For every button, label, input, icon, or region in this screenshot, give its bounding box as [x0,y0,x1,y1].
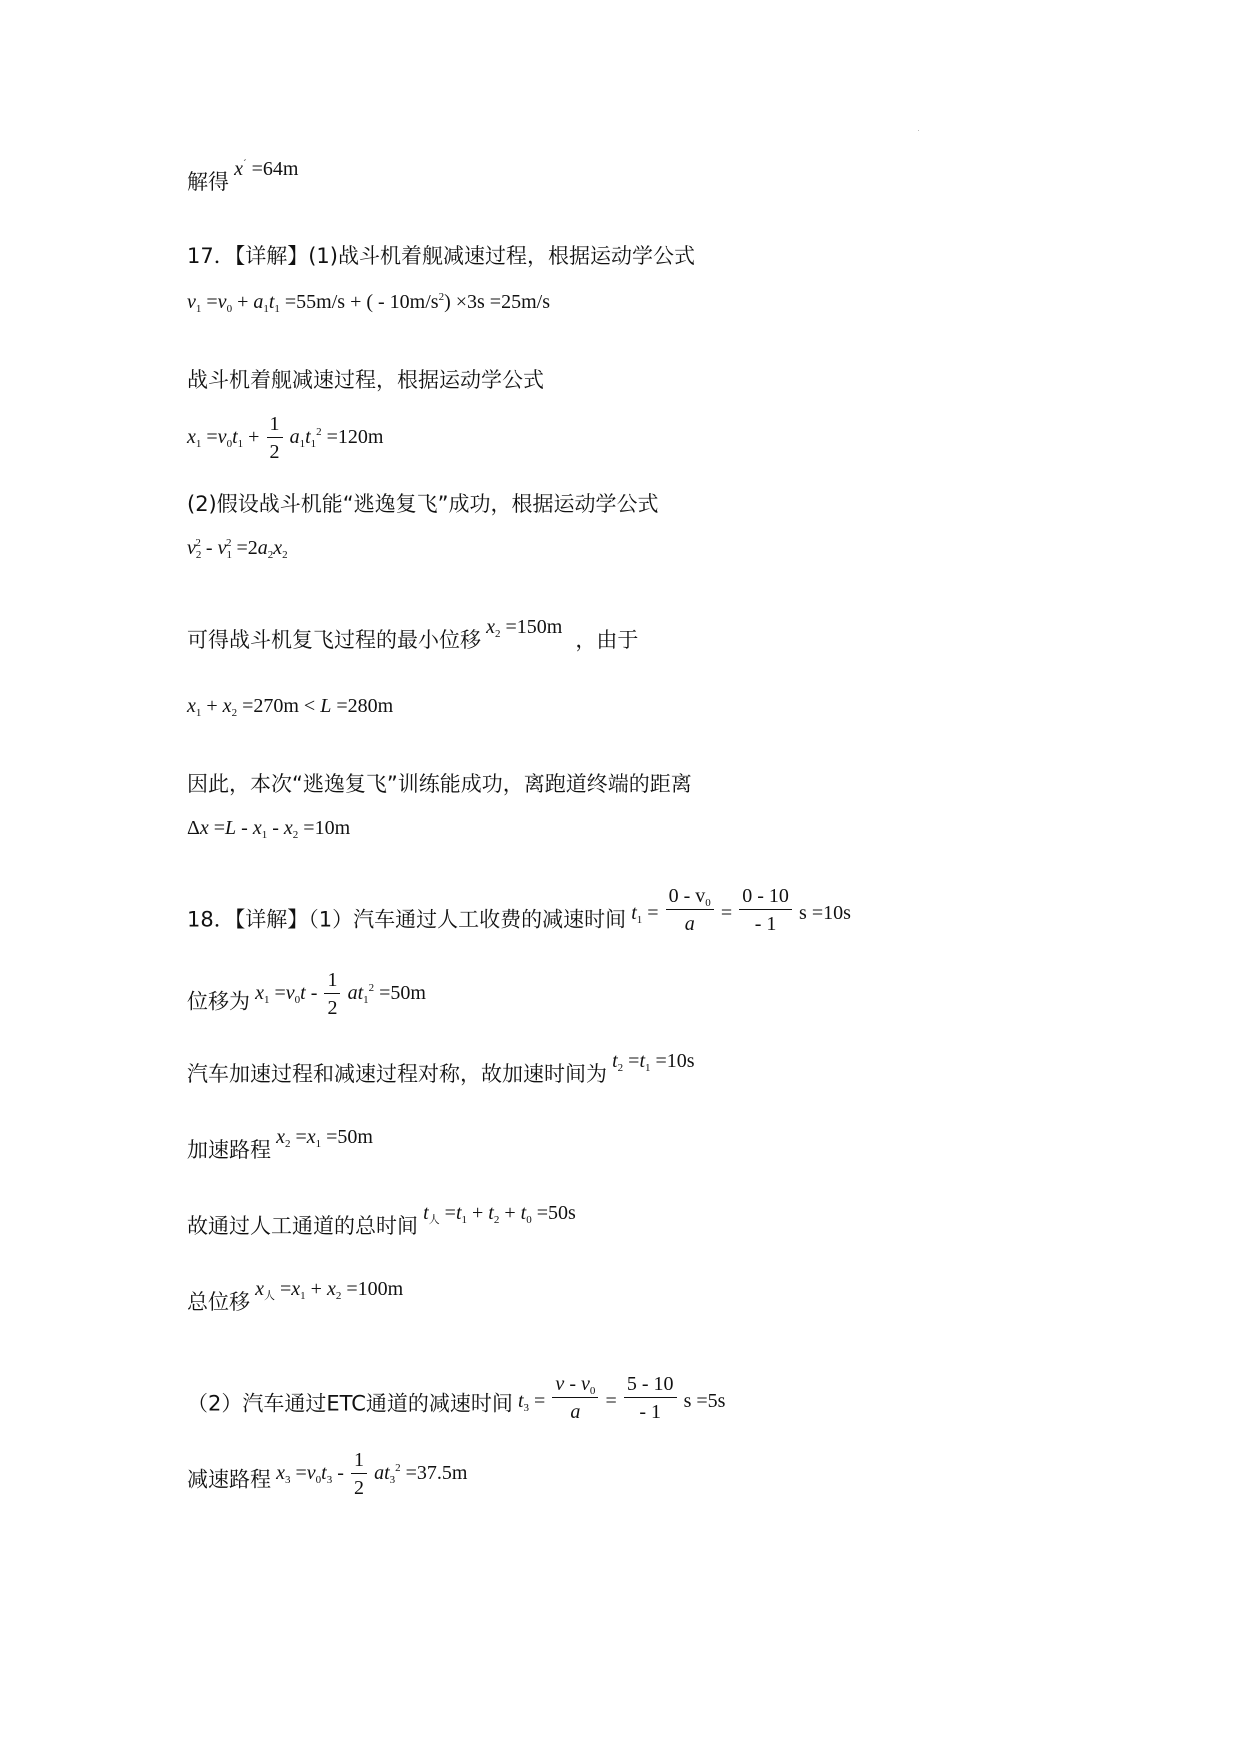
paragraph-text: 位移为 [187,989,250,1014]
paragraph-text: 加速路程 [187,1138,271,1162]
paragraph-text: 汽车加速过程和减速过程对称，故加速时间为 [187,1062,607,1086]
equation: $v_2^2 - v_1^2 =2a_2x_2$ [187,537,288,561]
q18-displacement: 位移为 $x_1 =v_0t$ - $\frac{1}{2}$ $at_1^2 =50m$ [187,969,426,1019]
label-text: 解得 [187,170,229,194]
fraction-half: $\frac{1}{2}$ [324,970,340,1018]
fraction-half: $\frac{1}{2}$ [267,414,283,462]
equation: $t_3$ = [517,1389,546,1414]
paragraph-text: 因此，本次“逃逸复飞”训练能成功，离跑道终端的距离 [187,772,692,796]
equation-x1: $x_1 =v_0t_1$ + $\frac{1}{2}$ $a_1t_1^2 =120m$ [187,413,384,463]
paragraph-text: (2)假设战斗机能“逃逸复飞”成功，根据运动学公式 [187,492,659,516]
fraction-t1-values: $\frac{0 - 10}{- 1}$ [739,886,792,934]
equation-delta-x [187,817,351,841]
q17-text-3 [187,494,659,515]
equation: $x_1 =v_0t$ - [255,981,318,1006]
paragraph-text: 战斗机着舰减速过程，根据运动学公式 [187,368,544,392]
q17-heading-text: 17．【详解】(1)战斗机着舰减速过程，根据运动学公式 [187,244,695,268]
paragraph-text: 总位移 [187,1290,250,1314]
equation: $x_2 =150m$ [486,616,563,640]
paragraph-text: 可得战斗机复飞过程的最小位移 [187,628,481,652]
equation-v2 [187,537,288,561]
fraction-t3: $\frac{v - v_0}{a}$ [552,1374,598,1422]
equation: $\Delta x =L - x_1 - x_2 =10m$ [187,817,351,841]
paragraph-text: 故通过人工通道的总时间 [187,1214,418,1238]
equation-v1 [187,291,550,315]
paragraph-text: 减速路程 [187,1467,271,1492]
q17-heading [187,246,695,267]
fraction-half: $\frac{1}{2}$ [351,1450,367,1498]
equation-sum [187,695,394,719]
line-solve-x-prime [187,158,299,194]
q18-symmetric [187,1050,695,1086]
equation: $x_1 =v_0t_1$ + [187,425,260,450]
fraction-t1: $\frac{0 - v_0}{a}$ [666,886,714,934]
scan-speck [918,130,919,131]
fraction-t3-values: $\frac{5 - 10}{- 1}$ [624,1374,677,1422]
equation: $t_人 =t_1 + t_2 + t_0 =50s$ [423,1202,576,1226]
q18-total-time [187,1202,576,1238]
equation: $x_人 =x_1 + x_2 =100m$ [255,1278,404,1302]
q18-part2: （2）汽车通过ETC通道的减速时间 $t_3$ = $\frac{v - v_0}{a}$ = $\frac{5 - 10}{- 1}$ s =5s [187,1373,726,1423]
equation: $x_3 =v_0t_3$ - [276,1461,344,1486]
q18-dec-distance: 减速路程 $x_3 =v_0t_3$ - $\frac{1}{2}$ $at_3^2 =37.5m$ [187,1449,468,1499]
q17-text-4: 可得战斗机复飞过程的最小位移 $x_2 =150m$ ，由于 [187,616,639,652]
equation: x´ =64m [234,158,299,180]
q18-heading-text: 18．【详解】（1）汽车通过人工收费的减速时间 [187,907,627,932]
q17-text-2 [187,370,544,391]
q18-acc-distance [187,1126,373,1162]
equation: $t_1$ = [631,901,659,926]
equation: $v_1 =v_0 + a_1t_1 =55m/s$ + ( - $10m/s^2) \times 3s =25m/s$ [187,291,550,315]
q18-total-displacement [187,1278,404,1314]
q17-text-5 [187,774,692,795]
q18-heading: 18．【详解】（1）汽车通过人工收费的减速时间 $t_1$ = $\frac{0 - v_0}{a}$ = $\frac{0 - 10}{- 1}$ s =10s [187,885,851,935]
equation: $x_2 =x_1 =50m$ [276,1126,373,1150]
equation: $x_1 + x_2 =270m < L =280m$ [187,695,394,719]
equation: $t_2 =t_1 =10s$ [612,1050,695,1074]
paragraph-text: （2）汽车通过ETC通道的减速时间 [187,1391,513,1416]
